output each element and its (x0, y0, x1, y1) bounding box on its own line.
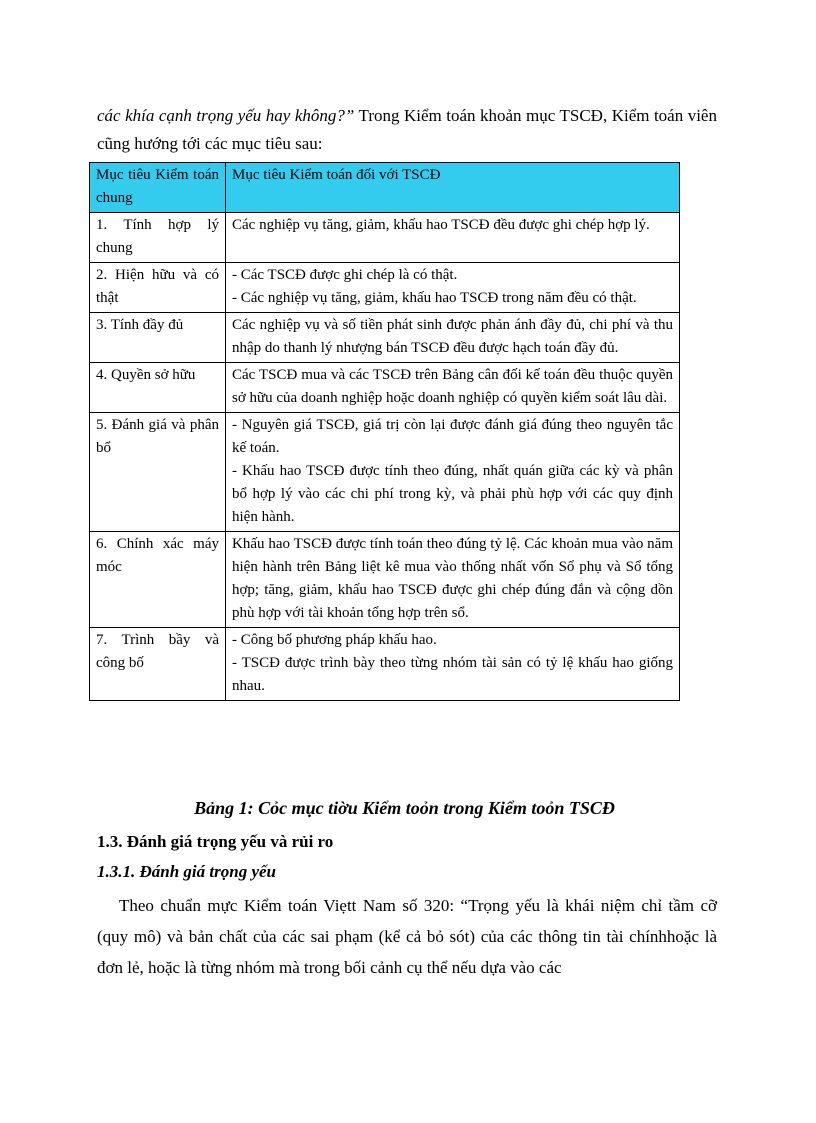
tscd-objective-cell (226, 363, 680, 413)
intro-italic-text: các khía cạnh trọng yếu hay không?” (97, 106, 355, 125)
header-general-objective: Mục tiêu Kiểm toán chung (90, 163, 226, 213)
general-objective-cell: 1. Tính hợp lý chung (90, 213, 226, 263)
objective-line: - Công bố phương pháp khấu hao. (232, 632, 437, 648)
objective-line: - Các TSCĐ được ghi chép là có thật. (232, 267, 458, 283)
table-row (90, 532, 680, 628)
table-row (90, 313, 680, 363)
general-objective-cell: 2. Hiện hữu và có thật (90, 263, 226, 313)
table-row (90, 628, 680, 701)
tscd-objective-cell (226, 213, 680, 263)
general-objective-cell: 6. Chính xác máy móc (90, 532, 226, 628)
objective-line: - Khấu hao TSCĐ được tính theo đúng, nhất quán giữa các kỳ và phân bổ hợp lý vào các chi phí trong kỳ, và phải phù hợp với các quy định hiện hành. (232, 463, 673, 525)
objective-line: - Các nghiệp vụ tăng, giảm, khấu hao TSCĐ trong năm đều có thật. (232, 290, 637, 306)
objective-line: Khấu hao TSCĐ được tính toán theo đúng tỷ lệ. Các khoản mua vào năm hiện hành trên Bảng liệt kê mua vào thống nhất vốn Sổ phụ và Sổ tổng hợp; tăng, giảm, khấu hao TSCĐ được ghi chép đúng đắn và cộng dồn phù hợp với tài khoản tổng hợp trên sổ. (232, 536, 673, 621)
general-objective-cell: 3. Tính đầy đủ (90, 313, 226, 363)
objective-line: Các TSCĐ mua và các TSCĐ trên Bảng cân đối kế toán đều thuộc quyền sở hữu của doanh nghiệp hoặc doanh nghiệp có quyền kiểm soát lâu dài. (232, 367, 673, 406)
objective-line: - Nguyên giá TSCĐ, giá trị còn lại được đánh giá đúng theo nguyên tắc kế toán. (232, 417, 673, 456)
audit-objectives-table (89, 162, 680, 701)
intro-text: Trong Kiểm toán khoản mục TSCĐ, Kiểm toán viên cũng hướng tới các mục tiêu sau: (97, 106, 717, 153)
tscd-objective-cell (226, 413, 680, 532)
objective-line: - TSCĐ được trình bày theo từng nhóm tài sản có tỷ lệ khấu hao giống nhau. (232, 655, 673, 694)
tscd-objective-cell (226, 313, 680, 363)
header-tscd-objective: Mục tiêu Kiểm toán đối với TSCĐ (226, 163, 680, 213)
table-header-row (90, 163, 680, 213)
general-objective-cell: 7. Trình bầy và công bố (90, 628, 226, 701)
table-row (90, 413, 680, 532)
general-objective-cell: 5. Đánh giá và phân bổ (90, 413, 226, 532)
table-row (90, 213, 680, 263)
objective-line: Các nghiệp vụ tăng, giảm, khấu hao TSCĐ đều được ghi chép hợp lý. (232, 217, 650, 233)
intro-paragraph (97, 102, 717, 158)
table-caption: Bảng 1: Cỏc mục tiờu Kiểm toỏn trong Kiểm toỏn TSCĐ (194, 798, 615, 818)
table-row (90, 263, 680, 313)
tscd-objective-cell (226, 532, 680, 628)
subsection-heading: 1.3.1. Đánh giá trọng yếu (97, 862, 276, 881)
table-row (90, 363, 680, 413)
general-objective-cell: 4. Quyền sở hữu (90, 363, 226, 413)
section-heading: 1.3. Đánh giá trọng yếu và rủi ro (97, 832, 334, 851)
tscd-objective-cell (226, 263, 680, 313)
objective-line: Các nghiệp vụ và số tiền phát sinh được phản ánh đầy đủ, chi phí và thu nhập do thanh lý nhượng bán TSCĐ đều được hạch toán đầy đủ. (232, 317, 673, 356)
tscd-objective-cell (226, 628, 680, 701)
body-paragraph: Theo chuẩn mực Kiểm toán Viẹtt Nam số 320: “Trọng yếu là khái niệm chỉ tầm cỡ (quy mô) và bản chất của các sai phạm (kể cả bỏ sót) của các thông tin tài chínhhoặc là đơn lẻ, hoặc là từng nhóm mà trong bối cảnh cụ thể nếu dựa vào các (97, 896, 717, 977)
